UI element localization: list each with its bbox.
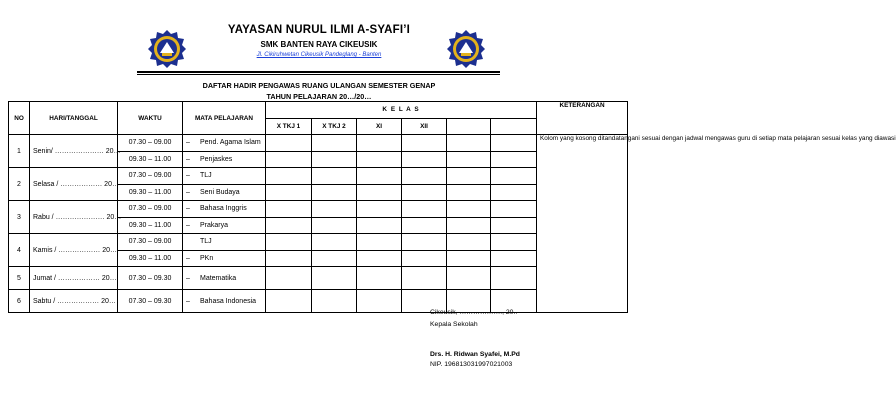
subject-label: TLJ bbox=[200, 172, 212, 180]
signature-cell[interactable] bbox=[357, 184, 402, 201]
signature-cell[interactable] bbox=[357, 135, 402, 152]
signature-cell[interactable] bbox=[266, 151, 312, 168]
subject-dash: – bbox=[186, 205, 190, 213]
signature-cell[interactable] bbox=[266, 168, 312, 185]
signature-cell[interactable] bbox=[312, 250, 357, 267]
table-row bbox=[9, 168, 628, 185]
subject-label: Seni Budaya bbox=[200, 188, 240, 196]
signature-cell[interactable] bbox=[402, 217, 447, 234]
subject-cell bbox=[183, 290, 266, 313]
document-title: DAFTAR HADIR PENGAWAS RUANG ULANGAN SEMESTER GENAP bbox=[202, 81, 436, 90]
day-date-cell: Rabu / ………………… 20… bbox=[30, 201, 118, 234]
signature-cell[interactable] bbox=[266, 290, 312, 313]
day-date-cell: Selasa / ……………… 20… bbox=[30, 168, 118, 201]
table-body bbox=[9, 135, 896, 313]
subject-cell bbox=[183, 250, 266, 267]
class-header-empty bbox=[447, 118, 491, 135]
signature-cell[interactable] bbox=[491, 267, 537, 290]
signature-cell[interactable] bbox=[357, 290, 402, 313]
row-number: 5 bbox=[9, 267, 30, 290]
day-date-cell: Senin/ ………………… 20… bbox=[30, 135, 118, 168]
signature-cell[interactable] bbox=[312, 290, 357, 313]
signature-cell[interactable] bbox=[312, 217, 357, 234]
signature-cell[interactable] bbox=[357, 267, 402, 290]
signature-cell[interactable] bbox=[312, 201, 357, 218]
time-cell: 07.30 – 09.00 bbox=[118, 234, 183, 251]
signature-cell[interactable] bbox=[402, 201, 447, 218]
row-number: 3 bbox=[9, 201, 30, 234]
header-rule-thin bbox=[137, 74, 500, 75]
day-date-cell: Kamis / ……………… 20… bbox=[30, 234, 118, 267]
signature-name: Drs. H. Ridwan Syafei, M.Pd bbox=[430, 351, 520, 358]
signature-cell[interactable] bbox=[402, 168, 447, 185]
day-date-cell: Sabtu / ……………… 20… bbox=[30, 290, 118, 313]
subject-dash: – bbox=[186, 172, 190, 180]
time-cell: 07.30 – 09.30 bbox=[118, 267, 183, 290]
signature-cell[interactable] bbox=[402, 184, 447, 201]
subject-cell bbox=[183, 201, 266, 218]
subject-dash: – bbox=[186, 139, 190, 147]
signature-cell[interactable] bbox=[491, 184, 537, 201]
time-cell: 09.30 – 11.00 bbox=[118, 151, 183, 168]
subject-label: Prakarya bbox=[200, 221, 229, 229]
class-header: XII bbox=[402, 118, 447, 135]
signature-cell[interactable] bbox=[402, 234, 447, 251]
signature-cell[interactable] bbox=[312, 234, 357, 251]
note-cell: Kolom yang kosong ditandatangani sesuai dengan jadwal mengawas guru di setiap mata pelajaran sesuai kelas yang diawasi bbox=[537, 135, 628, 313]
attendance-table bbox=[8, 101, 896, 313]
time-cell: 07.30 – 09.00 bbox=[118, 168, 183, 185]
subject-label: Bahasa Indonesia bbox=[200, 297, 257, 305]
signature-cell[interactable] bbox=[357, 250, 402, 267]
signature-cell[interactable] bbox=[491, 135, 537, 152]
signature-cell[interactable] bbox=[357, 168, 402, 185]
signature-cell[interactable] bbox=[447, 168, 491, 185]
subject-dash: – bbox=[186, 188, 190, 196]
signature-cell[interactable] bbox=[312, 184, 357, 201]
subject-cell bbox=[183, 168, 266, 185]
school-name: SMK BANTEN RAYA CIKEUSIK bbox=[260, 40, 378, 49]
subject-cell bbox=[183, 267, 266, 290]
signature-cell[interactable] bbox=[402, 250, 447, 267]
signature-cell[interactable] bbox=[447, 184, 491, 201]
signature-cell[interactable] bbox=[266, 234, 312, 251]
table-row bbox=[9, 234, 628, 251]
header-day: HARI/TANGGAL bbox=[30, 102, 118, 135]
signature-cell[interactable] bbox=[357, 234, 402, 251]
subject-dash: – bbox=[186, 254, 190, 262]
time-cell: 09.30 – 11.00 bbox=[118, 250, 183, 267]
signature-place-date: Cikeusik, ………………., 20.. bbox=[430, 309, 518, 316]
class-header: X TKJ 1 bbox=[266, 118, 312, 135]
row-number: 6 bbox=[9, 290, 30, 313]
signature-cell[interactable] bbox=[266, 135, 312, 152]
row-number: 4 bbox=[9, 234, 30, 267]
signature-cell[interactable] bbox=[266, 201, 312, 218]
header-rule-thick bbox=[137, 71, 500, 73]
signature-cell[interactable] bbox=[491, 217, 537, 234]
signature-cell[interactable] bbox=[447, 267, 491, 290]
signature-cell[interactable] bbox=[447, 135, 491, 152]
table-row bbox=[9, 201, 628, 218]
signature-cell[interactable] bbox=[266, 217, 312, 234]
foundation-name: YAYASAN NURUL ILMI A-SYAFI’I bbox=[227, 24, 411, 36]
header-no: NO bbox=[9, 102, 30, 135]
subject-label: PKn bbox=[200, 254, 214, 262]
class-header: XI bbox=[357, 118, 402, 135]
subject-label: Penjaskes bbox=[200, 155, 233, 163]
subject-dash: – bbox=[186, 297, 190, 305]
table-row bbox=[9, 135, 628, 152]
signature-cell[interactable] bbox=[447, 201, 491, 218]
signature-cell[interactable] bbox=[491, 168, 537, 185]
signature-cell[interactable] bbox=[447, 217, 491, 234]
header-time: WAKTU bbox=[118, 102, 183, 135]
row-number: 2 bbox=[9, 168, 30, 201]
day-date-cell: Jumat / ……………… 20… bbox=[30, 267, 118, 290]
signature-cell[interactable] bbox=[447, 151, 491, 168]
header-kelas: K E L A S bbox=[266, 102, 537, 119]
row-number: 1 bbox=[9, 135, 30, 168]
signature-cell[interactable] bbox=[357, 201, 402, 218]
subject-dash: – bbox=[186, 274, 190, 282]
table-row bbox=[9, 267, 628, 290]
signature-cell[interactable] bbox=[491, 234, 537, 251]
time-cell: 09.30 – 11.00 bbox=[118, 184, 183, 201]
header-note: KETERANGAN bbox=[537, 102, 628, 135]
signature-cell[interactable] bbox=[447, 234, 491, 251]
signature-role: Kepala Sekolah bbox=[430, 321, 478, 328]
signature-cell[interactable] bbox=[357, 151, 402, 168]
subject-label: TLJ bbox=[200, 238, 212, 246]
signature-cell[interactable] bbox=[312, 267, 357, 290]
signature-cell[interactable] bbox=[312, 135, 357, 152]
signature-cell[interactable] bbox=[266, 267, 312, 290]
time-cell: 07.30 – 09.00 bbox=[118, 201, 183, 218]
time-cell: 09.30 – 11.00 bbox=[118, 217, 183, 234]
signature-cell[interactable] bbox=[266, 184, 312, 201]
document-year: TAHUN PELAJARAN 20…/20… bbox=[266, 92, 372, 101]
subject-cell bbox=[183, 135, 266, 152]
subject-cell bbox=[183, 151, 266, 168]
header-subject: MATA PELAJARAN bbox=[183, 102, 266, 135]
class-header-empty bbox=[491, 118, 537, 135]
signature-cell[interactable] bbox=[402, 151, 447, 168]
subject-dash: – bbox=[186, 221, 190, 229]
signature-cell[interactable] bbox=[491, 151, 537, 168]
time-cell: 07.30 – 09.00 bbox=[118, 135, 183, 152]
signature-cell[interactable] bbox=[312, 151, 357, 168]
signature-nip: NIP. 196813031997021003 bbox=[430, 361, 513, 368]
signature-cell[interactable] bbox=[357, 217, 402, 234]
signature-cell[interactable] bbox=[491, 250, 537, 267]
signature-cell[interactable] bbox=[491, 201, 537, 218]
subject-cell bbox=[183, 217, 266, 234]
subject-cell bbox=[183, 234, 266, 251]
signature-cell[interactable] bbox=[402, 267, 447, 290]
time-cell: 07.30 – 09.30 bbox=[118, 290, 183, 313]
table-row bbox=[9, 290, 628, 313]
signature-cell[interactable] bbox=[266, 250, 312, 267]
subject-label: Matematika bbox=[200, 274, 237, 282]
signature-cell[interactable] bbox=[402, 135, 447, 152]
subject-dash: – bbox=[186, 155, 190, 163]
signature-cell[interactable] bbox=[447, 250, 491, 267]
signature-cell[interactable] bbox=[312, 168, 357, 185]
class-header: X TKJ 2 bbox=[312, 118, 357, 135]
subject-cell bbox=[183, 184, 266, 201]
school-address-link[interactable]: Jl. Cikiruhwetan Cikeusik Pandeglang - Banten bbox=[256, 52, 382, 58]
subject-label: Bahasa Inggris bbox=[200, 205, 247, 213]
subject-label: Pend. Agama Islam bbox=[200, 139, 261, 147]
